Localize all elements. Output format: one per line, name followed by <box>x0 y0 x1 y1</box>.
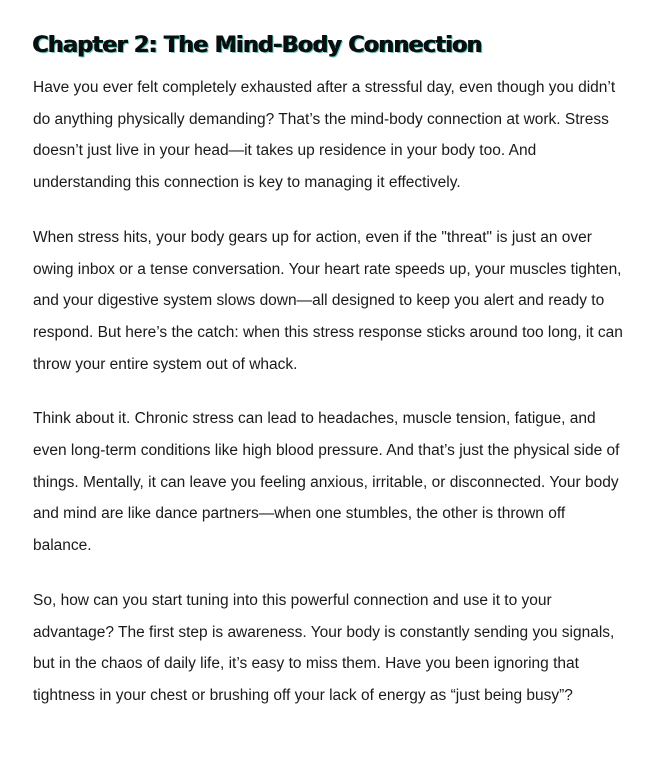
document-page <box>33 26 623 712</box>
paragraph-3: Think about it. Chronic stress can lead to headaches, muscle tension, fatigue, and even long-term conditions like high blood pressure. And that’s just the physical side of things. Mentally, it can leave you feeling anxious, irritable, or disconnected. Your body and mind are like dance partners—when one stumbles, the other is thrown off balance. <box>33 410 620 555</box>
paragraph-2: When stress hits, your body gears up for action, even if the "threat" is just an over owing inbox or a tense conversation. Your heart rate speeds up, your muscles tighten, and your digestive system slows down—all designed to keep you alert and ready to respond. But here’s the catch: when this stress response sticks around too long, it can throw your entire system out of whack. <box>33 228 623 373</box>
chapter-title: Chapter 2: The Mind-Body Connection <box>33 33 483 58</box>
paragraph-1: Have you ever felt completely exhausted after a stressful day, even though you didn’t do anything physically demanding? That’s the mind-body connection at work. Stress doesn’t just live in your head—it takes up residence in your body too. And understanding this connection is key to managing it effectively. <box>33 79 616 192</box>
paragraph-4: So, how can you start tuning into this powerful connection and use it to your advantage? The first step is awareness. Your body is constantly sending you signals, but in the chaos of daily life, it’s easy to miss them. Have you been ignoring that tightness in your chest or brushing off your lack of energy as “just being busy”? <box>33 591 615 704</box>
